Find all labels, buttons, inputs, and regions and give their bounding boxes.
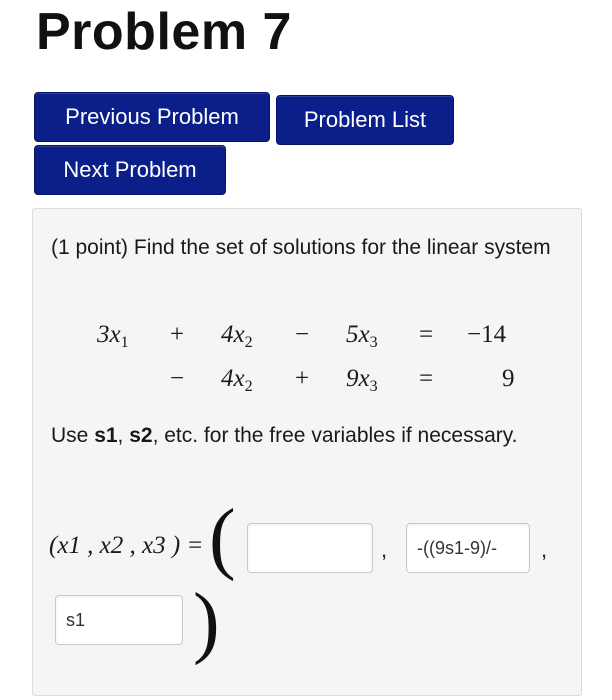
problem-list-button[interactable]: Problem List (276, 95, 454, 145)
problem-panel (32, 208, 582, 696)
eq1-term-a-sub: 1 (120, 334, 129, 351)
eq1-term-a (97, 321, 129, 352)
eq1-op2: − (295, 321, 310, 348)
free-variable-hint (51, 419, 561, 452)
previous-problem-button[interactable]: Previous Problem (34, 92, 270, 142)
eq1-op1: + (170, 321, 185, 348)
comma-2: , (541, 537, 548, 562)
eq2-term-b-text: 4x (221, 365, 245, 392)
answer-x3-input[interactable]: s1 (55, 595, 183, 645)
eq2-op0: − (170, 365, 185, 392)
eq1-rhs: −14 (467, 321, 507, 348)
eq2-equals: = (419, 365, 434, 392)
comma-1: , (381, 537, 388, 562)
hint-prefix: Use (51, 424, 95, 447)
eq2-term-c-text: 9x (346, 365, 370, 392)
eq2-term-c (346, 365, 378, 396)
eq1-term-b-sub: 2 (244, 334, 253, 351)
hint-sep: , (117, 424, 130, 447)
solution-tuple-label: (x1 , x2 , x3 ) = (49, 532, 204, 559)
eq1-term-c (346, 321, 378, 352)
eq2-term-b-sub: 2 (244, 378, 253, 395)
hint-s1: s1 (94, 424, 118, 447)
next-problem-button[interactable]: Next Problem (34, 145, 226, 195)
left-paren: ( (209, 494, 236, 582)
eq2-op2: + (295, 365, 310, 392)
eq1-term-b-text: 4x (221, 321, 245, 348)
eq2-term-b (221, 365, 253, 396)
eq1-term-c-text: 5x (346, 321, 370, 348)
eq1-equals: = (419, 321, 434, 348)
eq2-rhs: 9 (502, 365, 515, 392)
hint-s2: s2 (129, 424, 153, 447)
answer-x1-input[interactable] (247, 523, 373, 573)
answer-x2-input[interactable]: -((9s1-9)/- (406, 523, 530, 573)
right-paren: ) (193, 578, 220, 666)
hint-suffix: , etc. for the free variables if necessary. (152, 424, 518, 447)
eq2-term-c-sub: 3 (369, 378, 378, 395)
eq1-term-c-sub: 3 (369, 334, 378, 351)
problem-prompt: (1 point) Find the set of solutions for the linear system (51, 236, 551, 259)
eq1-term-b (221, 321, 253, 352)
eq1-term-a-text: 3x (97, 321, 121, 348)
page-title: Problem 7 (36, 3, 292, 61)
